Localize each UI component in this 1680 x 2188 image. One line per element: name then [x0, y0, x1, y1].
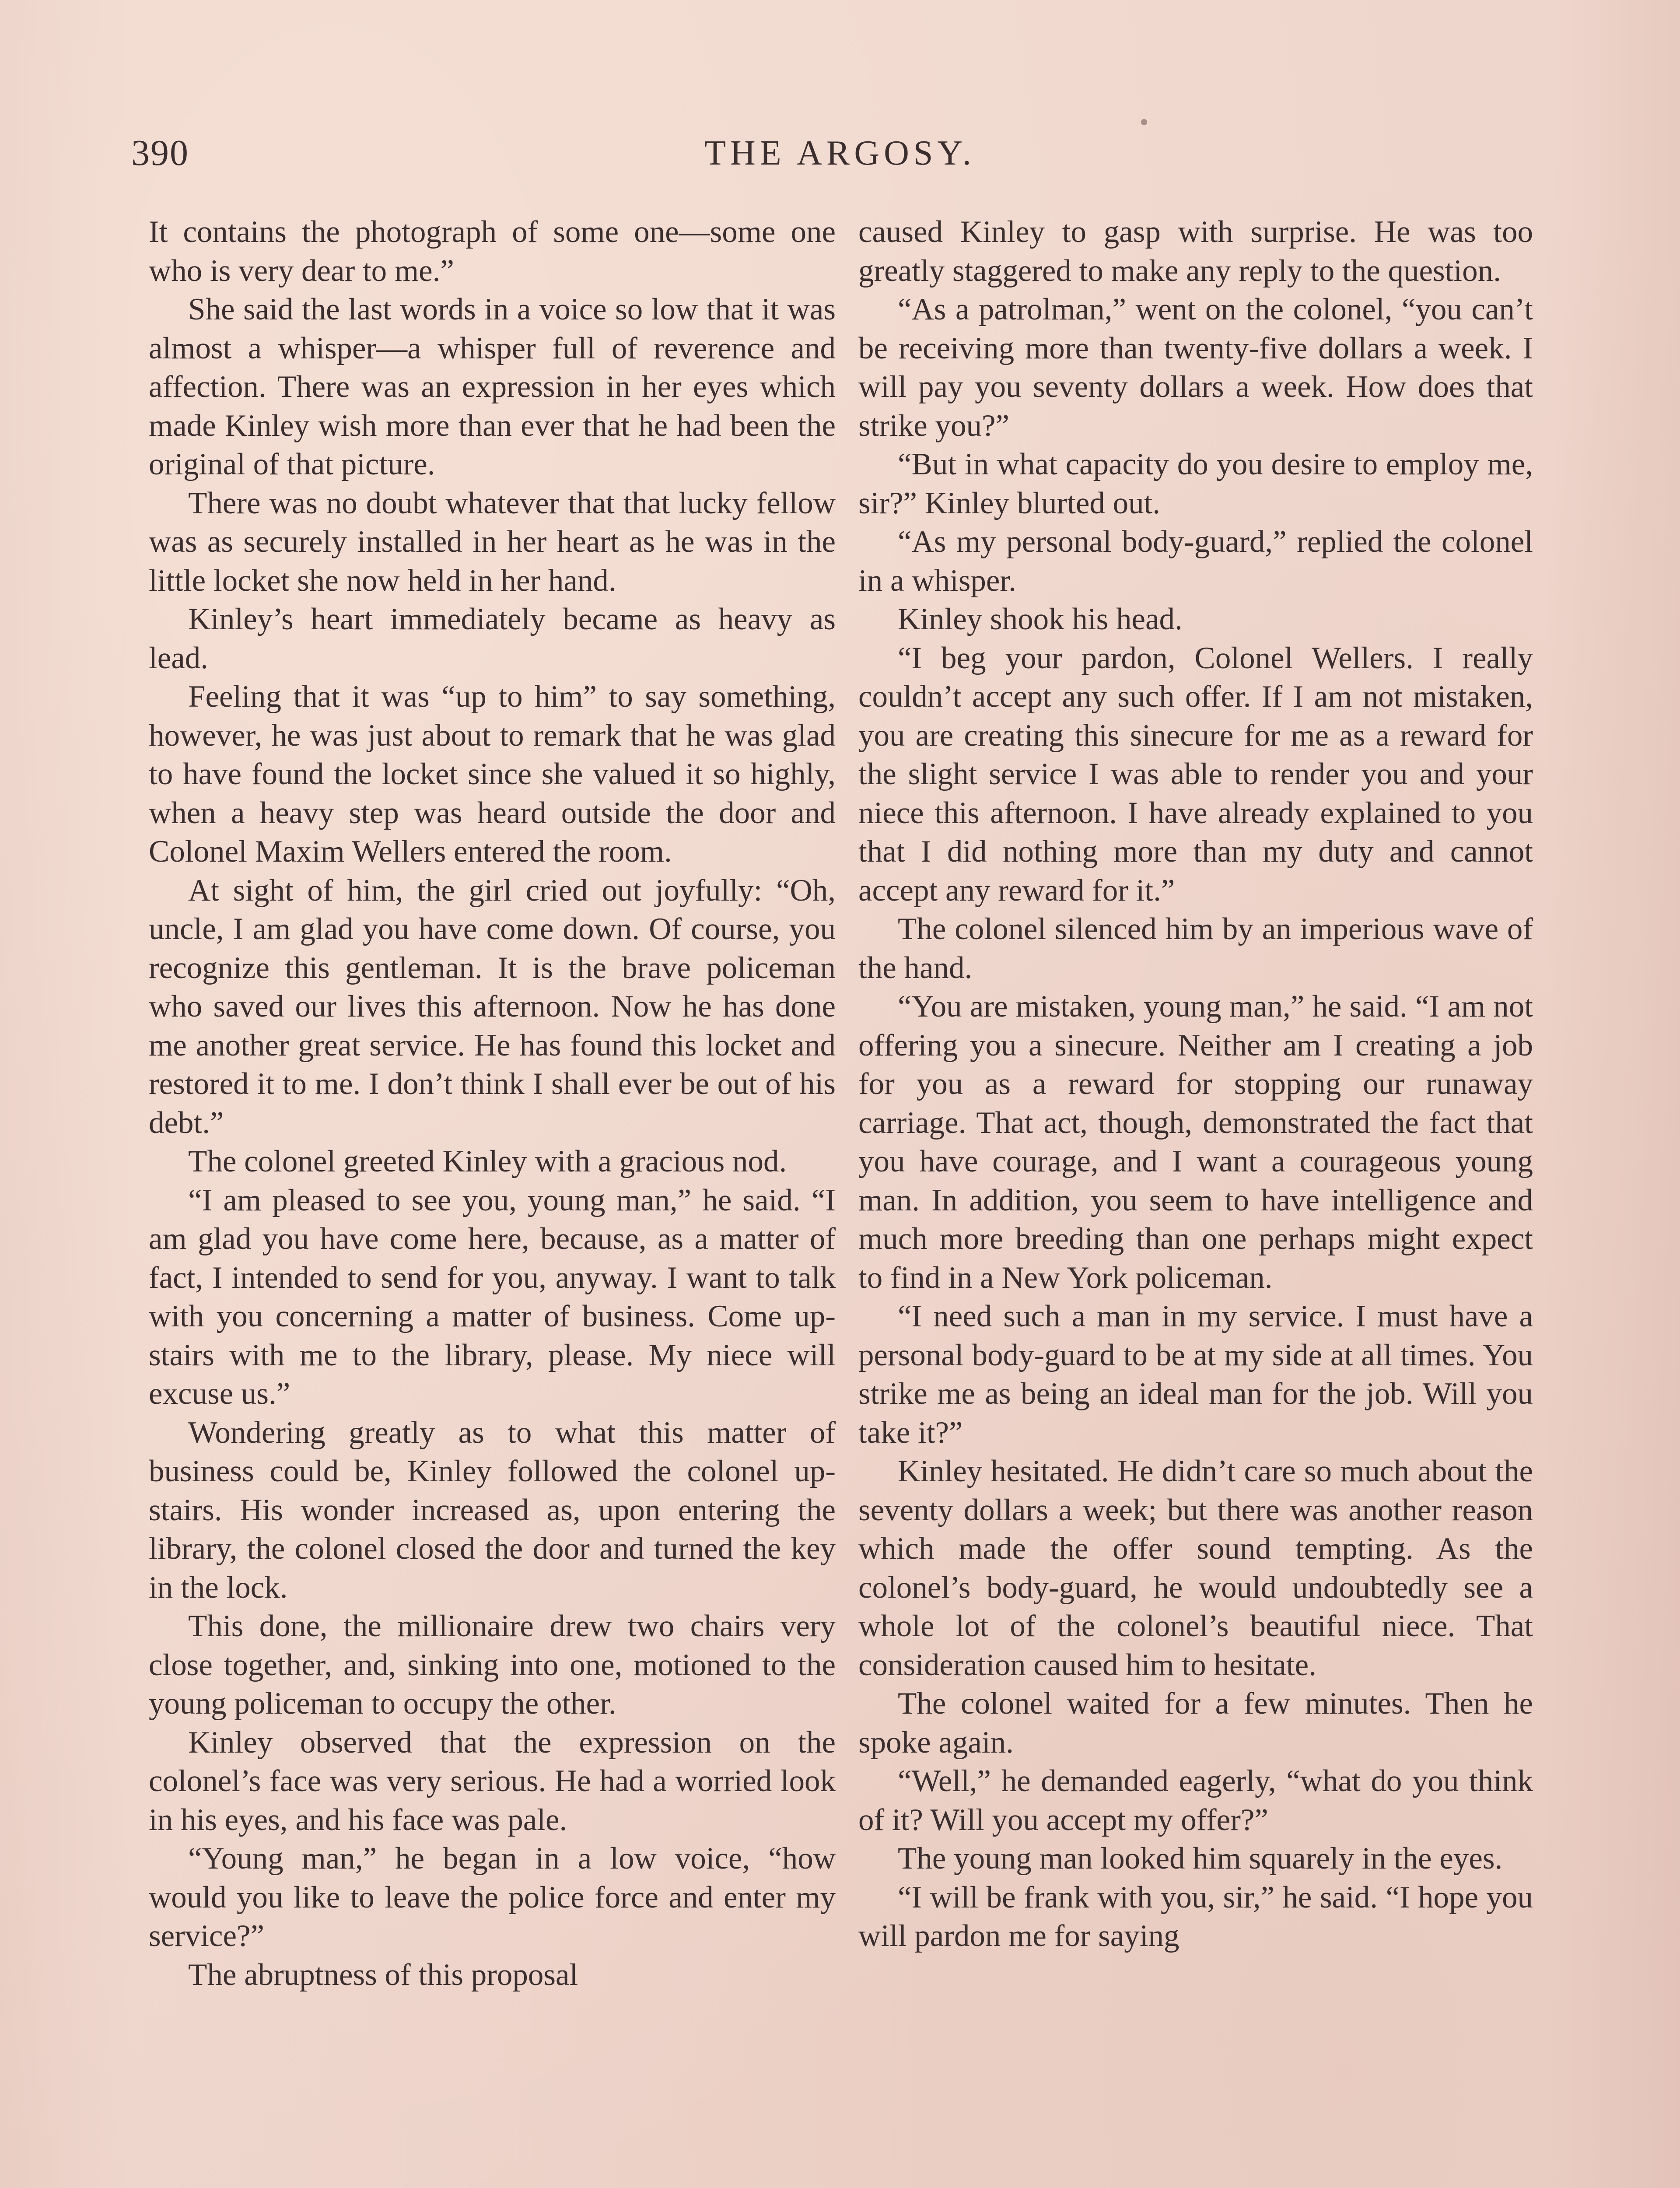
right-column: [858, 213, 1533, 1956]
paragraph: Feeling that it was “up to him” to say something, however, he was just about to remark that he was glad to have found the locket since she valued it so highly, when a heavy step was heard outside the door and Colonel Maxim Wellers entered the room.: [149, 680, 836, 869]
paragraph: The colonel silenced him by an imperious wave of the hand.: [858, 912, 1533, 985]
paragraph: Kinley’s heart immediately became as heavy as lead.: [149, 602, 836, 675]
paragraph: It contains the photograph of some one—some one who is very dear to me.”: [149, 215, 836, 288]
paragraph: caused Kinley to gasp with surprise. He was too greatly staggered to make any reply to the question.: [858, 215, 1533, 288]
paragraph: “Young man,” he began in a low voice, “how would you like to leave the police force and enter my service?”: [149, 1841, 836, 1953]
paragraph: “I need such a man in my service. I must have a personal body-guard to be at my side at all times. You strike me as being an ideal man for the job. Will you take it?”: [858, 1299, 1533, 1450]
paragraph: This done, the millionaire drew two chairs very close together, and, sinking into one, motioned to the young policeman to occupy the other.: [149, 1609, 836, 1721]
paragraph: “Well,” he demanded eagerly, “what do you think of it? Will you accept my offer?”: [858, 1764, 1533, 1837]
paragraph: Wondering greatly as to what this matter of business could be, Kinley followed the colonel up-stairs. His wonder increased as, upon entering the library, the colonel closed the door and turned the key in the lock.: [149, 1415, 836, 1605]
left-column: [149, 213, 836, 1994]
paragraph: “As a patrolman,” went on the colonel, “you can’t be receiving more than twenty-five dollars a week. I will pay you seventy dollars a week. How does that strike you?”: [858, 292, 1533, 443]
paragraph: The abruptness of this proposal: [188, 1957, 578, 1992]
paragraph: The colonel waited for a few minutes. Then he spoke again.: [858, 1687, 1533, 1760]
paragraph: Kinley shook his head.: [898, 602, 1183, 636]
paragraph: “As my personal body-guard,” replied the colonel in a whisper.: [858, 525, 1533, 598]
paragraph: The young man looked him squarely in the eyes.: [898, 1841, 1503, 1876]
running-head: [131, 131, 1549, 175]
paragraph: She said the last words in a voice so low that it was almost a whisper—a whisper full of reverence and affection. There was an expression in her eyes which made Kinley wish more than ever that he had been the original of that picture.: [149, 292, 836, 481]
paragraph: “But in what capacity do you desire to employ me, sir?” Kinley blurted out.: [858, 447, 1533, 520]
page-number: 390: [131, 133, 189, 173]
paragraph: The colonel greeted Kinley with a gracious nod.: [188, 1144, 787, 1178]
ink-speck: [1141, 119, 1147, 125]
paragraph: “I beg your pardon, Colonel Wellers. I really couldn’t accept any such offer. If I am not mistaken, you are creating this sinecure for me as a reward for the slight service I was able to render you and your niece this afternoon. I have already explained to you that I did nothing more than my duty and cannot accept any reward for it.”: [858, 641, 1533, 908]
journal-title: THE ARGOSY.: [704, 134, 976, 172]
paragraph: There was no doubt whatever that that lucky fellow was as securely installed in her heart as he was in the little locket she now held in her hand.: [149, 486, 836, 598]
paragraph: “I am pleased to see you, young man,” he said. “I am glad you have come here, because, as a matter of fact, I intended to send for you, anyway. I want to talk with you concerning a matter of business. Come up-stairs with me to the library, please. My niece will excuse us.”: [149, 1183, 836, 1411]
paragraph: Kinley hesitated. He didn’t care so much about the seventy dollars a week; but there was another reason which made the offer sound tempting. As the colonel’s body-guard, he would undoubtedly see a whole lot of the colonel’s beautiful niece. That consideration caused him to hesitate.: [858, 1454, 1533, 1682]
paragraph: “I will be frank with you, sir,” he said. “I hope you will pardon me for saying: [858, 1880, 1533, 1953]
paragraph: At sight of him, the girl cried out joyfully: “Oh, uncle, I am glad you have come down. Of course, you recognize this gentleman. It is the brave policeman who saved our lives this afternoon. Now he has done me another great service. He has found this locket and restored it to me. I don’t think I shall ever be out of his debt.”: [149, 873, 836, 1140]
paragraph: “You are mistaken, young man,” he said. “I am not offering you a sinecure. Neither am I creating a job for you as a reward for stopping our runaway carriage. That act, though, demonstrated the fact that you have courage, and I want a courageous young man. In addition, you seem to have intelligence and much more breeding than one perhaps might expect to find in a New York policeman.: [858, 989, 1533, 1295]
paragraph: Kinley observed that the expression on the colonel’s face was very serious. He had a worried look in his eyes, and his face was pale.: [149, 1725, 836, 1837]
